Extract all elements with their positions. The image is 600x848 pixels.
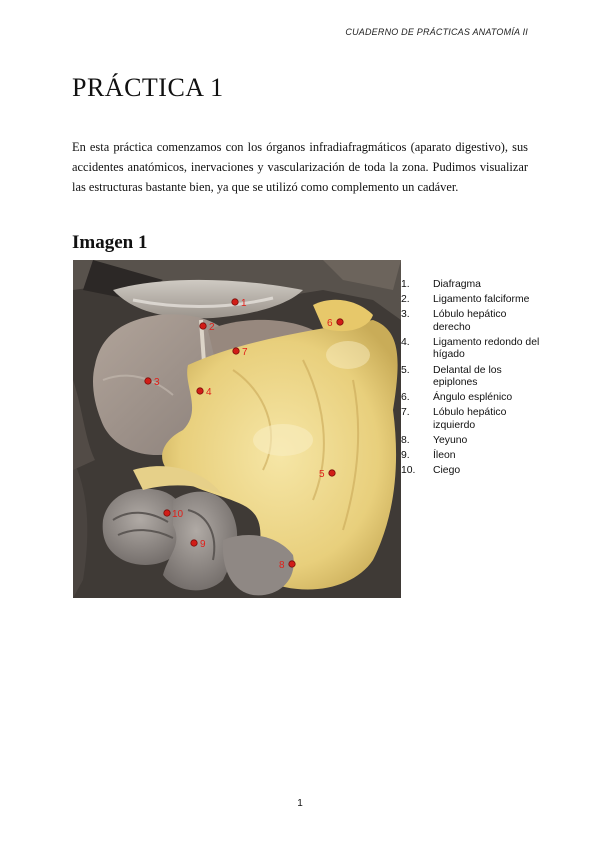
marker-8: 8 [279, 560, 285, 571]
legend-label: Lóbulo hepático izquierdo [433, 407, 507, 431]
legend-item [401, 407, 541, 432]
figure-heading: Imagen 1 [72, 232, 148, 253]
legend-item [401, 435, 541, 448]
intro-paragraph: En esta práctica comenzamos con los órganos infradiafragmáticos (aparato digestivo), sus accidentes anatómicos, inervaciones y vascularización de toda la zona. Pudimos visualizar las estructuras bastante bien, ya que se utilizó como complemento un cadáver. [72, 140, 528, 194]
marker-9: 9 [200, 539, 206, 550]
legend-number: 7. [401, 407, 410, 419]
legend-item [401, 337, 541, 362]
legend-item [401, 294, 541, 307]
marker-6: 6 [327, 318, 333, 329]
legend-label: Ligamento falciforme [433, 294, 530, 306]
legend-item [401, 392, 541, 405]
figure-legend [401, 279, 541, 480]
page-number: 1 [297, 798, 303, 809]
legend-number: 3. [401, 309, 410, 321]
legend-label: Ángulo esplénico [433, 392, 513, 404]
legend-number: 1. [401, 279, 410, 290]
page-title: PRÁCTICA 1 [72, 73, 224, 102]
marker-7: 7 [242, 347, 248, 358]
legend-number: 9. [401, 450, 410, 462]
legend-number: 4. [401, 336, 410, 348]
marker-4: 4 [206, 387, 212, 398]
legend-item [401, 465, 541, 478]
marker-10: 10 [172, 509, 184, 520]
legend-item [401, 309, 541, 334]
legend-number: 6. [401, 392, 410, 404]
legend-label: Diafragma [433, 279, 481, 290]
legend-item [401, 365, 541, 390]
marker-5: 5 [319, 469, 325, 480]
legend-number: 10. [401, 465, 416, 477]
legend-label: Lóbulo hepático derecho [433, 309, 507, 333]
legend-item [401, 450, 541, 463]
legend-number: 5. [401, 364, 410, 376]
legend-number: 2. [401, 294, 410, 306]
legend-number: 8. [401, 435, 410, 447]
marker-3: 3 [154, 377, 160, 388]
running-header: CUADERNO DE PRÁCTICAS ANATOMÍA II [345, 27, 528, 37]
legend-label: Delantal de los epiplones [433, 364, 502, 389]
anatomy-photo [73, 260, 401, 598]
legend-label: Yeyuno [433, 435, 468, 447]
legend-label: Íleon [433, 450, 456, 462]
legend-item [401, 279, 541, 292]
marker-2: 2 [209, 322, 215, 333]
marker-1: 1 [241, 298, 247, 309]
legend-label: Ciego [433, 465, 461, 477]
legend-label: Ligamento redondo del hígado [433, 336, 540, 361]
